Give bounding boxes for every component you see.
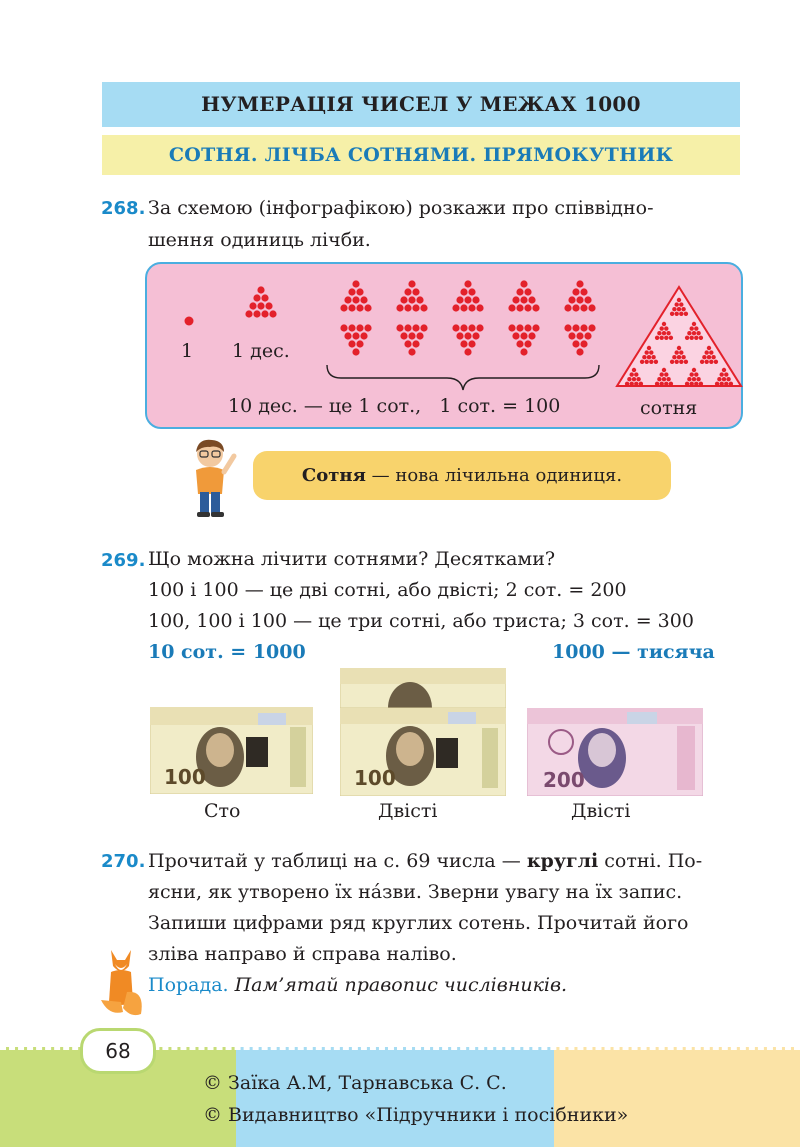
tip-box [253, 451, 671, 500]
exercise-270-line3: Запиши цифрами ряд круглих сотень. Прочитай його [148, 912, 689, 934]
exercise-270-line1: Прочитай у таблиці на с. 69 числа — круглі сотні. По- [148, 850, 703, 872]
banknote-200 [527, 708, 703, 796]
banknote-caption: Двісті [571, 800, 631, 822]
thousand-equation: 10 сот. = 1000 [148, 641, 306, 663]
exercise-number-269: 269. [101, 550, 146, 571]
lesson-title: СОТНЯ. ЛІЧБА СОТНЯМИ. ПРЯМОКУТНИК [168, 144, 674, 166]
ten-dot-triangle [508, 280, 539, 311]
ten-label: 1 дес. [232, 340, 290, 362]
exercise-269-line2: 100 і 100 — це дві сотні, або двісті; 2 сот. = 200 [148, 579, 627, 601]
exercise-268-line2: шення одиниць лічби. [148, 229, 371, 251]
banknote-pair-100 [340, 668, 506, 796]
exercise-number-268: 268. [101, 198, 146, 219]
banknote-caption: Сто [204, 800, 241, 822]
thousand-name: 1000 — тисяча [552, 641, 715, 663]
ten-dot-triangle-inverted [564, 324, 595, 355]
exercise-268-line1: За схемою (інфографікою) розкажи про співвідно- [148, 197, 654, 219]
infographic-caption: 10 дес. — це 1 сот., 1 сот. = 100 [228, 395, 561, 417]
ten-dot-triangle-inverted [396, 324, 427, 355]
ten-dot-triangle-inverted [340, 324, 371, 355]
footer-band-yellow [554, 1047, 800, 1147]
chapter-title-bar [102, 82, 740, 127]
copyright-publisher: © Видавництво «Підручники і посібники» [203, 1104, 629, 1126]
ten-dot-triangle [452, 280, 483, 311]
tip-term: Сотня [301, 465, 366, 486]
ten-dot-triangle [340, 280, 371, 311]
unit-label: 1 [181, 340, 194, 362]
ten-dot-triangle [245, 286, 276, 317]
grouping-brace [327, 365, 599, 390]
exercise-number-270: 270. [101, 851, 146, 872]
exercise-269-line3: 100, 100 і 100 — це три сотні, або триста; 3 сот. = 300 [148, 610, 694, 632]
page-number: 68 [80, 1028, 156, 1074]
banknote-caption: Двісті [378, 800, 438, 822]
ten-dot-triangle [564, 280, 595, 311]
lesson-title-bar [102, 135, 740, 175]
banknote-value: 200 [543, 768, 585, 792]
fox-mascot-illustration [97, 942, 145, 1020]
emphasis-word: круглі [526, 850, 599, 872]
banknote-value: 100 [354, 766, 396, 790]
advice [148, 969, 567, 1001]
hundred-label: сотня [640, 397, 698, 419]
advice-label: Порада. [148, 974, 229, 996]
ten-dot-triangle-inverted [508, 324, 539, 355]
exercise-270-line4: зліва направо й справа наліво. [148, 943, 457, 965]
copyright-authors: © Заїка А.М, Тарнавська С. С. [203, 1072, 507, 1094]
exercise-270-line2: ясни, як утворено їх на́зви. Зверни увагу на їх запис. [148, 881, 683, 903]
banknote-value: 100 [164, 765, 206, 789]
boy-character-illustration [182, 436, 240, 518]
dot-patterns [245, 280, 595, 355]
chapter-title: НУМЕРАЦІЯ ЧИСЕЛ У МЕЖАХ 1000 [201, 92, 641, 116]
ten-dot-triangle-inverted [452, 324, 483, 355]
exercise-269-line1: Що можна лічити сотнями? Десятками? [148, 548, 556, 570]
unit-dot [185, 317, 194, 326]
ten-dot-triangle [396, 280, 427, 311]
advice-text: Пам’ятай правопис числівників. [228, 974, 568, 996]
banknote-100 [150, 707, 313, 794]
tip-text: — нова лічильна одиниця. [365, 465, 623, 486]
